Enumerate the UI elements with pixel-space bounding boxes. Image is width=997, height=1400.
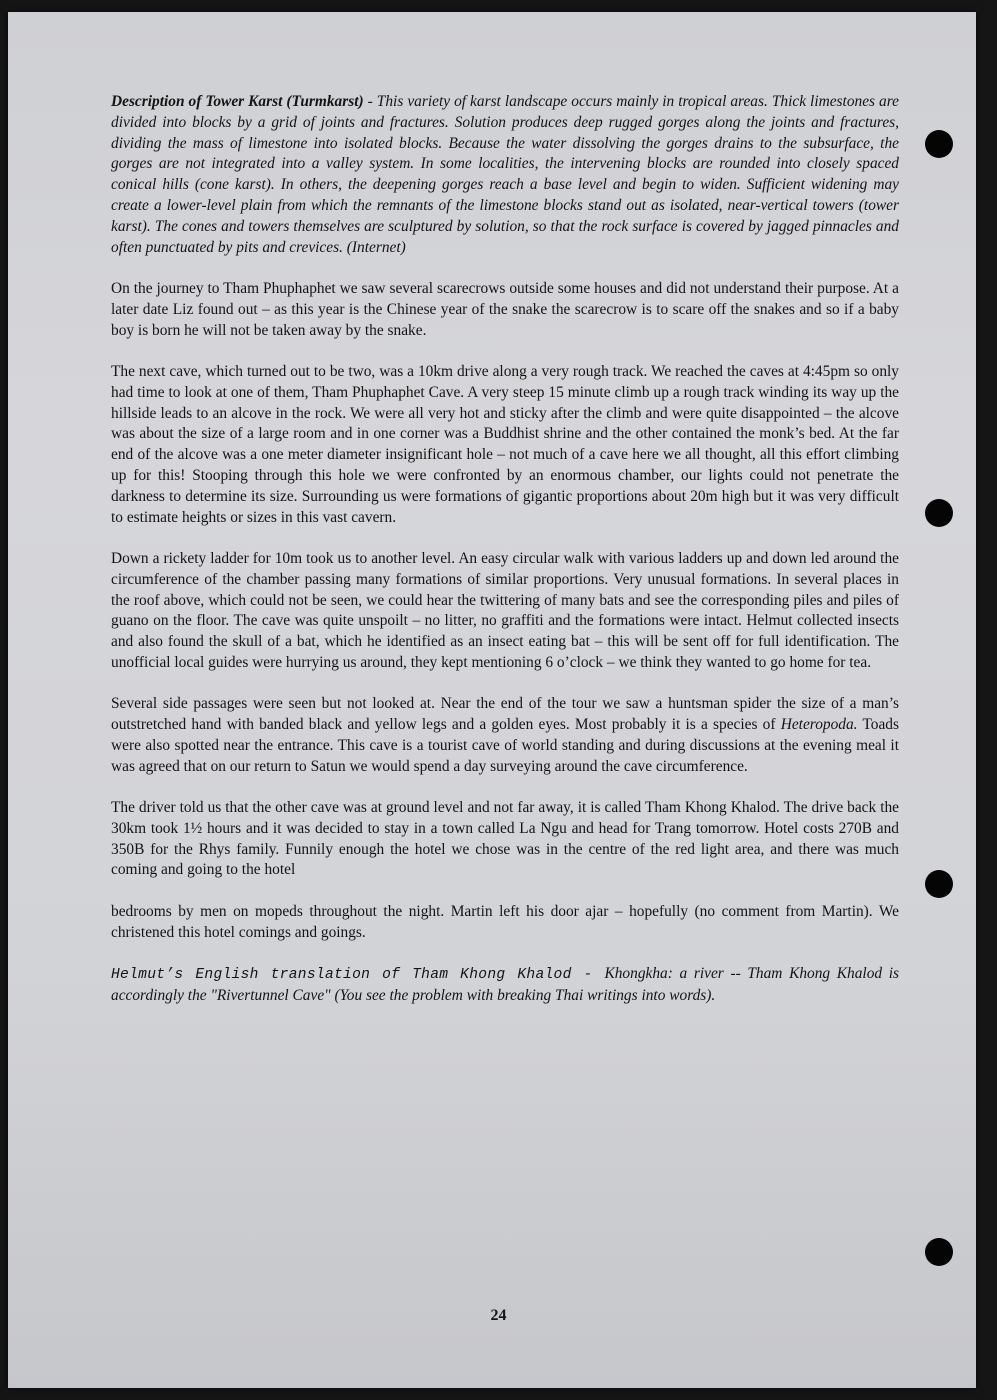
punch-hole-4 [925,1238,953,1266]
paragraph-side-passages [111,694,899,777]
tower-karst-body: - This variety of karst landscape occurs mainly in tropical areas. Thick limestones are divided into blocks by a grid of joints and fractures. Solution produces deep rugged gorges along the joints and fractures, dividing the mass of limestone into isolated blocks. Because the water dissolving the gorges drains to the subsurface, the gorges are not integrated into a valley system. In some localities, the intervening blocks are rounded into closely spaced conical hills (cone karst). In others, the deepening gorges reach a base level and begin to widen. Sufficient widening may create a lower-level plain from which the remnants of the limestone blocks stand out as isolated, near-vertical towers (tower karst). The cones and towers themselves are sculptured by solution, so that the rock surface is covered by jagged pinnacles and often punctuated by pits and crevices. (Internet) [111,93,899,256]
page-body [111,92,899,1027]
punch-hole-2 [925,499,953,527]
page-number: 24 [490,1307,507,1324]
paragraph-ladder-level: Down a rickety ladder for 10m took us to another level. An easy circular walk with various ladders up and down led around the circumference of the chamber passing many formations of similar proportions. Very unusual formations. In several places in the roof above, which could not be seen, we could hear the twittering of many bats and see the corresponding piles and piles of guano on the floor. The cave was quite unspoilt – no litter, no graffiti and the formations were intact. Helmut collected insects and also found the skull of a bat, which he identified as an insect eating bat – this will be sent off for full identification. The unofficial local guides were hurrying us around, they kept mentioning 6 o’clock – we think they wanted to go home for tea. [111,549,899,671]
translation-heading: Helmut’s English translation of Tham Khong Khalod - [111,967,605,984]
tower-karst-heading: Description of Tower Karst (Turmkarst) [111,93,364,110]
punch-hole-3 [925,870,953,898]
paragraph-driver: The driver told us that the other cave was at ground level and not far away, it is called Tham Khong Khalod. The drive back the 30km took 1½ hours and it was decided to stay in a town called La Ngu and head for Trang tomorrow. Hotel costs 270B and 350B for the Rhys family. Funnily enough the hotel we chose was in the centre of the red light area, and there was much coming and going to the hotel [111,799,899,879]
side-passages-text-b: Toads were also spotted near the entrance. This cave is a tourist cave of world standing and during discussions at the evening meal it was agreed that on our return to Satun we would spend a day surveying around the cave circumference. [111,716,899,775]
paragraph-translation [111,964,899,1007]
side-passages-text-a: Several side passages were seen but not looked at. Near the end of the tour we saw a huntsman spider the size of a man’s outstretched hand with banded black and yellow legs and a golden eyes. Most probably it is a species of [111,695,899,734]
paragraph-phuphaphet-cave: The next cave, which turned out to be two, was a 10km drive along a very rough track. We reached the caves at 4:45pm so only had time to look at one of them, Tham Phuphaphet Cave. A very steep 15 minute climb up a rough track winding its way up the hillside leads to an alcove in the rock. We were all very hot and sticky after the climb and were quite disappointed – the alcove was about the size of a large room and in one corner was a Buddhist shrine and the other contained the monk’s bed. At the far end of the alcove was a one meter diameter insignificant hole – not much of a cave here we all thought, all this effort climbing up for this! Stooping through this hole we were confronted by an enormous chamber, our lights could not penetrate the darkness to determine its size. Surrounding us were formations of gigantic proportions about 20m high but it was very difficult to estimate heights or sizes in this vast cavern. [111,362,899,526]
paragraph-bedrooms: bedrooms by men on mopeds throughout the night. Martin left his door ajar – hopefully (no comment from Martin). We christened this hotel comings and goings. [111,902,899,941]
paragraph-tower-karst [111,92,899,258]
punch-hole-1 [925,130,953,158]
species-name: Heteropoda. [780,716,858,734]
paragraph-scarecrows: On the journey to Tham Phuphaphet we saw several scarecrows outside some houses and did not understand their purpose. At a later date Liz found out – as this year is the Chinese year of the snake the scarecrow is to scare off the snakes and so if a baby boy is born he will not be taken away by the snake. [111,279,899,339]
translation-text: Khongkha: a river -- Tham Khong Khalod is accordingly the "Rivertunnel Cave" (You see the problem with breaking Thai writings into words). [111,965,900,1004]
